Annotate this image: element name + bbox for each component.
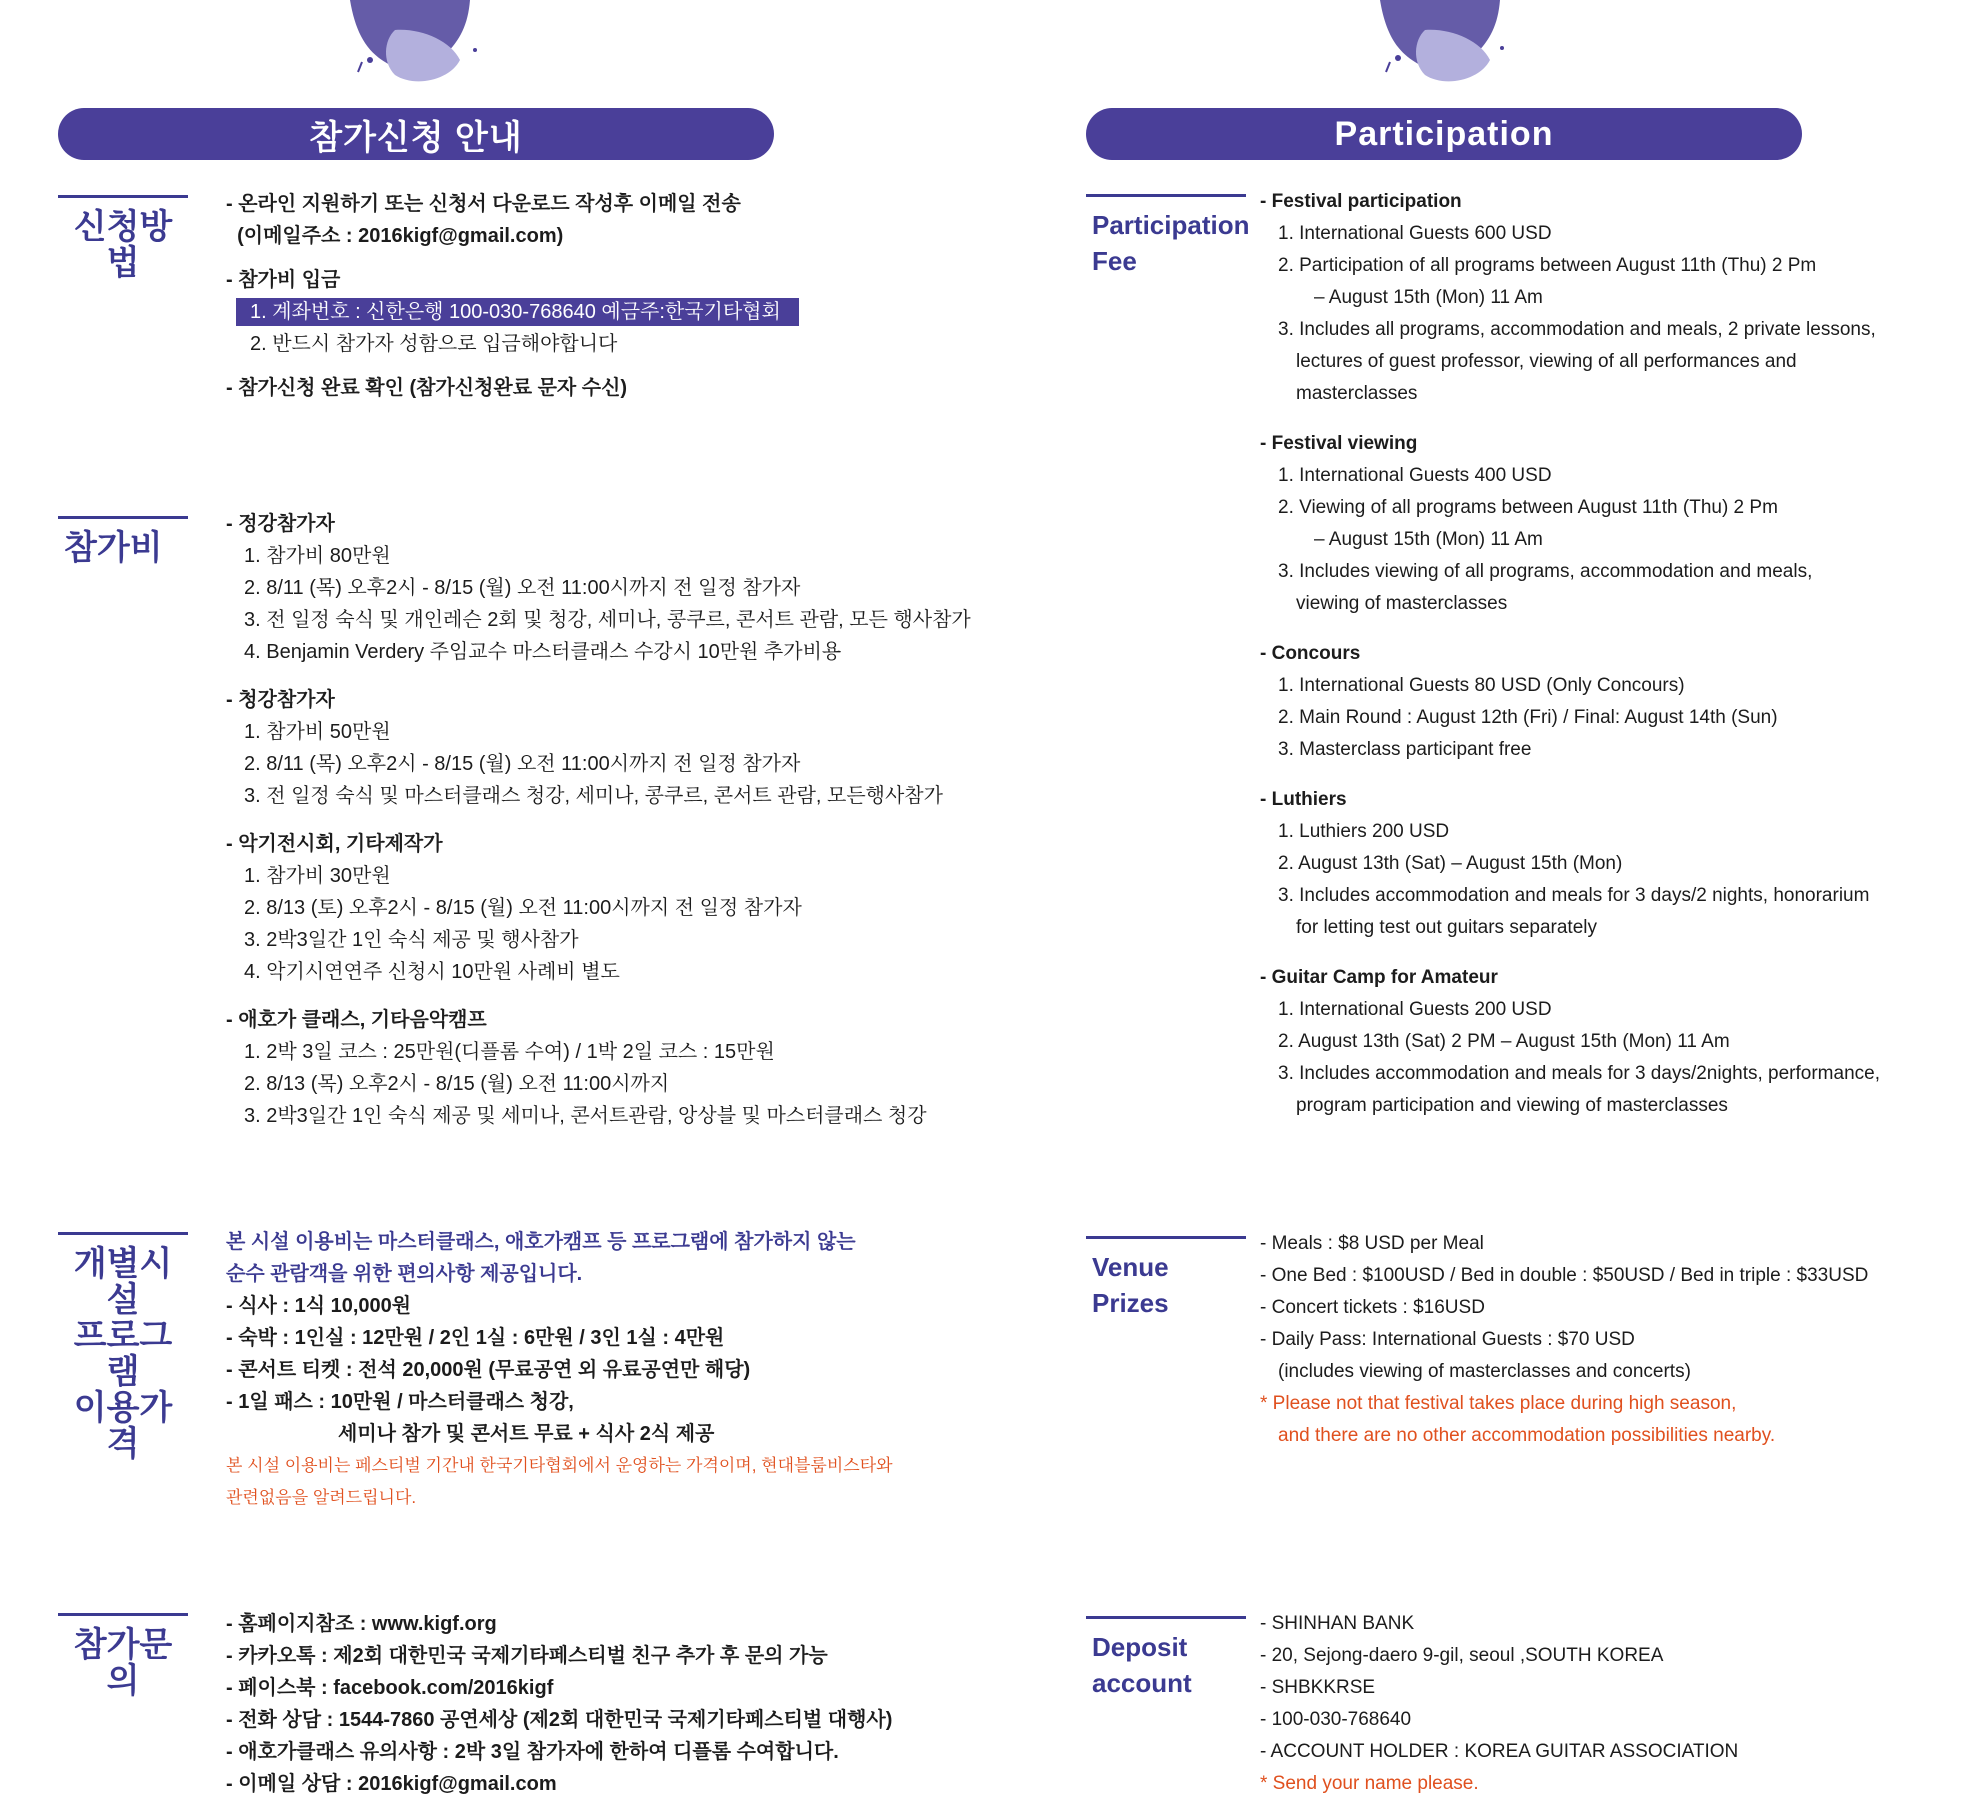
line: - Concert tickets : $16USD bbox=[1260, 1297, 1485, 1318]
line: - 홈페이지참조 : www.kigf.org bbox=[226, 1613, 497, 1635]
paint-splash-left bbox=[300, 0, 520, 95]
section-label-deposit-account: Deposit account bbox=[1086, 1616, 1246, 1701]
line: 3. 전 일정 숙식 및 개인레슨 2회 및 청강, 세미나, 콩쿠르, 콘서트 관람, 모든 행사참가 bbox=[244, 609, 971, 631]
line: - SHINHAN BANK bbox=[1260, 1613, 1415, 1634]
line: 1. 참가비 30만원 bbox=[244, 865, 391, 887]
section-label-inquiry: 참가문의 bbox=[58, 1613, 188, 1699]
line: - ACCOUNT HOLDER : KOREA GUITAR ASSOCIATION bbox=[1260, 1741, 1739, 1762]
line: 3. Includes accommodation and meals for 3 days/2 nights, honorarium bbox=[1278, 885, 1870, 906]
section-label-facility-prices: 개별시설 프로그램 이용가격 bbox=[58, 1232, 188, 1462]
line: - Daily Pass: International Guests : $70 USD bbox=[1260, 1329, 1635, 1350]
orange-note: 관련없음을 알려드립니다. bbox=[226, 1488, 417, 1507]
line: (이메일주소 : 2016kigf@gmail.com) bbox=[226, 225, 564, 247]
section-deposit-account bbox=[1260, 1608, 1738, 1800]
section-inquiry bbox=[226, 1608, 892, 1800]
line: – August 15th (Mon) 11 Am bbox=[1314, 529, 1543, 550]
line: 2. 8/11 (목) 오후2시 - 8/15 (월) 오전 11:00시까지 전 일정 참가자 bbox=[244, 753, 801, 775]
line: - 애호가클래스 유의사항 : 2박 3일 참가자에 한하여 디플롬 수여합니다. bbox=[226, 1741, 839, 1763]
facility-note: 순수 관람객을 위한 편의사항 제공입니다. bbox=[226, 1263, 583, 1285]
line: for letting test out guitars separately bbox=[1296, 917, 1597, 938]
line: 1. International Guests 600 USD bbox=[1278, 223, 1552, 244]
section-label-apply-method: 신청방법 bbox=[58, 195, 188, 281]
line: - Luthiers bbox=[1260, 789, 1347, 810]
section-label-venue-prizes: Venue Prizes bbox=[1086, 1236, 1246, 1321]
line: 1. 참가비 80만원 bbox=[244, 545, 391, 567]
line: 1. International Guests 80 USD (Only Concours) bbox=[1278, 675, 1685, 696]
line: 4. Benjamin Verdery 주임교수 마스터클래스 수강시 10만원 추가비용 bbox=[244, 641, 842, 663]
line: 3. 2박3일간 1인 숙식 제공 및 세미나, 콘서트관람, 앙상블 및 마스터클래스 청강 bbox=[244, 1105, 927, 1127]
line: 세미나 참가 및 콘서트 무료 + 식사 2식 제공 bbox=[338, 1423, 715, 1445]
line: masterclasses bbox=[1296, 383, 1418, 404]
line: - Concours bbox=[1260, 643, 1361, 664]
line: - 페이스북 : facebook.com/2016kigf bbox=[226, 1677, 554, 1699]
line: - SHBKKRSE bbox=[1260, 1677, 1376, 1698]
line: program participation and viewing of masterclasses bbox=[1296, 1095, 1728, 1116]
line: 2. August 13th (Sat) – August 15th (Mon) bbox=[1278, 853, 1623, 874]
orange-note: * Please not that festival takes place during high season, bbox=[1260, 1393, 1737, 1414]
line: - 식사 : 1식 10,000원 bbox=[226, 1295, 412, 1317]
line: 2. Viewing of all programs between August 11th (Thu) 2 Pm bbox=[1278, 497, 1778, 518]
line: - 1일 패스 : 10만원 / 마스터클래스 청강, bbox=[226, 1391, 574, 1413]
line: - 숙박 : 1인실 : 12만원 / 2인 1실 : 6만원 / 3인 1실 : 4만원 bbox=[226, 1327, 725, 1349]
line: 2. 반드시 참가자 성함으로 입금해야합니다 bbox=[250, 333, 618, 355]
line: 3. Includes accommodation and meals for 3 days/2nights, performance, bbox=[1278, 1063, 1880, 1084]
section-label-participation-fee: Participation Fee bbox=[1086, 194, 1246, 279]
line: - 온라인 지원하기 또는 신청서 다운로드 작성후 이메일 전송 bbox=[226, 193, 741, 215]
orange-note: 본 시설 이용비는 페스티벌 기간내 한국기타협회에서 운영하는 가격이며, 현대블룸비스타와 bbox=[226, 1456, 893, 1475]
line: 2. 8/13 (목) 오후2시 - 8/15 (월) 오전 11:00시까지 bbox=[244, 1073, 670, 1095]
section-apply-method bbox=[226, 188, 799, 404]
line: 1. Luthiers 200 USD bbox=[1278, 821, 1450, 842]
section-facility-prices bbox=[226, 1226, 893, 1514]
left-banner: 참가신청 안내 bbox=[58, 108, 774, 160]
section-fee bbox=[226, 508, 971, 1132]
line: - 콘서트 티켓 : 전석 20,000원 (무료공연 외 유료공연만 해당) bbox=[226, 1359, 751, 1381]
line: 1. International Guests 200 USD bbox=[1278, 999, 1552, 1020]
paint-splash-right bbox=[1330, 0, 1550, 95]
line: - 정강참가자 bbox=[226, 513, 335, 535]
line: viewing of masterclasses bbox=[1296, 593, 1508, 614]
line: 3. Masterclass participant free bbox=[1278, 739, 1532, 760]
line: (includes viewing of masterclasses and concerts) bbox=[1278, 1361, 1691, 1382]
line: 2. Participation of all programs between August 11th (Thu) 2 Pm bbox=[1278, 255, 1817, 276]
line: – August 15th (Mon) 11 Am bbox=[1314, 287, 1543, 308]
line: 1. International Guests 400 USD bbox=[1278, 465, 1552, 486]
line: 3. Includes viewing of all programs, accommodation and meals, bbox=[1278, 561, 1813, 582]
facility-note: 본 시설 이용비는 마스터클래스, 애호가캠프 등 프로그램에 참가하지 않는 bbox=[226, 1231, 856, 1253]
line: - Festival viewing bbox=[1260, 433, 1418, 454]
section-venue-prizes bbox=[1260, 1228, 1868, 1452]
line: 2. 8/11 (목) 오후2시 - 8/15 (월) 오전 11:00시까지 전 일정 참가자 bbox=[244, 577, 801, 599]
line: - 참가신청 완료 확인 (참가신청완료 문자 수신) bbox=[226, 377, 628, 399]
line: 3. 전 일정 숙식 및 마스터클래스 청강, 세미나, 콩쿠르, 콘서트 관람, 모든행사참가 bbox=[244, 785, 943, 807]
line: - 이메일 상담 : 2016kigf@gmail.com bbox=[226, 1773, 557, 1795]
line: 2. August 13th (Sat) 2 PM – August 15th (Mon) 11 Am bbox=[1278, 1031, 1730, 1052]
line: - 전화 상담 : 1544-7860 공연세상 (제2회 대한민국 국제기타페스티벌 대행사) bbox=[226, 1709, 893, 1731]
bank-account-highlight: 1. 계좌번호 : 신한은행 100-030-768640 예금주:한국기타협회 bbox=[226, 296, 799, 328]
line: - 카카오톡 : 제2회 대한민국 국제기타페스티벌 친구 추가 후 문의 가능 bbox=[226, 1645, 828, 1667]
right-banner: Participation bbox=[1086, 108, 1802, 160]
line: - Guitar Camp for Amateur bbox=[1260, 967, 1498, 988]
line: lectures of guest professor, viewing of all performances and bbox=[1296, 351, 1797, 372]
line: 3. 2박3일간 1인 숙식 제공 및 행사참가 bbox=[244, 929, 579, 951]
line: - 참가비 입금 bbox=[226, 269, 341, 291]
line: 4. 악기시연연주 신청시 10만원 사례비 별도 bbox=[244, 961, 620, 983]
line: 1. 참가비 50만원 bbox=[244, 721, 391, 743]
line: - 애호가 클래스, 기타음악캠프 bbox=[226, 1009, 487, 1031]
orange-note: * Send your name please. bbox=[1260, 1773, 1479, 1794]
line: 2. Main Round : August 12th (Fri) / Final: August 14th (Sun) bbox=[1278, 707, 1778, 728]
line: - One Bed : $100USD / Bed in double : $50USD / Bed in triple : $33USD bbox=[1260, 1265, 1869, 1286]
line: - 100-030-768640 bbox=[1260, 1709, 1412, 1730]
orange-note: and there are no other accommodation possibilities nearby. bbox=[1278, 1425, 1776, 1446]
line: - 청강참가자 bbox=[226, 689, 335, 711]
line: - Festival participation bbox=[1260, 191, 1462, 212]
line: - 악기전시회, 기타제작가 bbox=[226, 833, 443, 855]
line: - Meals : $8 USD per Meal bbox=[1260, 1233, 1484, 1254]
line: 3. Includes all programs, accommodation and meals, 2 private lessons, bbox=[1278, 319, 1876, 340]
line: - 20, Sejong-daero 9-gil, seoul ,SOUTH KOREA bbox=[1260, 1645, 1664, 1666]
section-label-fee: 참가비 bbox=[58, 516, 188, 566]
section-participation-fee bbox=[1260, 186, 1880, 1122]
line: 1. 2박 3일 코스 : 25만원(디플롬 수여) / 1박 2일 코스 : 15만원 bbox=[244, 1041, 775, 1063]
line: 2. 8/13 (토) 오후2시 - 8/15 (월) 오전 11:00시까지 전 일정 참가자 bbox=[244, 897, 802, 919]
